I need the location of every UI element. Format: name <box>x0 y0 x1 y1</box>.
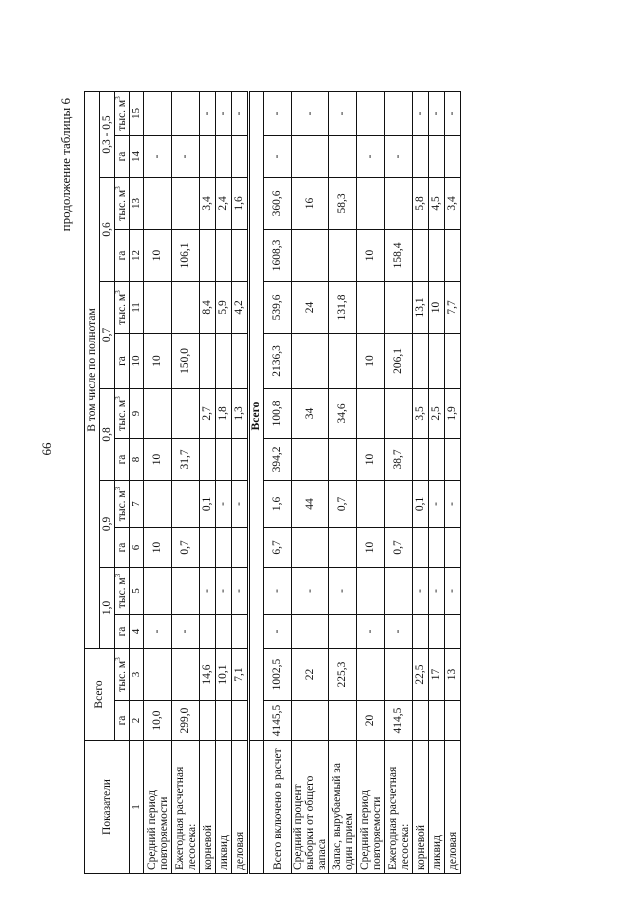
table-row <box>445 91 461 873</box>
table-cell: - <box>445 567 461 614</box>
table-cell <box>413 527 429 567</box>
table-cell <box>216 527 232 567</box>
table-cell <box>413 614 429 648</box>
table-cell: 0,1 <box>413 480 429 527</box>
group-header: 0,7 <box>100 281 115 388</box>
table-cell: 17 <box>429 648 445 700</box>
table-cell <box>216 229 232 281</box>
table-cell: 150,0 <box>172 333 200 388</box>
unit-ha: га <box>115 229 130 281</box>
table-cell <box>144 480 172 527</box>
table-cell: - <box>264 614 292 648</box>
unit-m3-text: тыс. м <box>115 189 128 221</box>
unit-superscript: 3 <box>113 573 122 578</box>
table-cell <box>445 438 461 480</box>
unit-superscript: 3 <box>113 186 122 190</box>
unit-superscript: 3 <box>113 96 122 100</box>
table-cell: - <box>216 91 232 135</box>
unit-thousand-m3 <box>115 567 130 614</box>
table-cell <box>385 177 413 229</box>
table-cell: 539,6 <box>264 281 292 333</box>
unit-ha: га <box>115 527 130 567</box>
table-cell <box>172 648 200 700</box>
column-number: 9 <box>130 388 144 438</box>
table-cell <box>445 229 461 281</box>
unit-m3-text: тыс. м <box>115 293 128 325</box>
table-cell: - <box>216 480 232 527</box>
table-cell: 13,1 <box>413 281 429 333</box>
group-header: 0,8 <box>100 388 115 480</box>
table-cell <box>429 135 445 177</box>
row-label: Средний период повторяемости <box>357 741 385 874</box>
table-cell <box>144 91 172 135</box>
by-density-header: В том числе по полнотам <box>85 91 100 648</box>
table-row <box>357 91 385 873</box>
table-cell <box>329 701 357 741</box>
unit-thousand-m3 <box>115 281 130 333</box>
table-cell <box>413 333 429 388</box>
table-cell <box>292 229 329 281</box>
table-cell: 22 <box>292 648 329 700</box>
table-cell: 100,8 <box>264 388 292 438</box>
table-cell: 1002,5 <box>264 648 292 700</box>
unit-superscript: 3 <box>113 486 122 491</box>
unit-ha: га <box>115 333 130 388</box>
table-cell <box>329 135 357 177</box>
row-label: Средний период повторяемости <box>144 741 172 874</box>
unit-m3-text: тыс. м <box>115 660 128 692</box>
table-cell: - <box>357 614 385 648</box>
table-cell: 38,7 <box>385 438 413 480</box>
column-number: 15 <box>130 91 144 135</box>
table-cell: 3,4 <box>445 177 461 229</box>
table-cell: 34,6 <box>329 388 357 438</box>
table-cell: 2,5 <box>429 388 445 438</box>
table-cell: - <box>329 567 357 614</box>
forest-table <box>84 91 461 874</box>
table-cell <box>429 333 445 388</box>
table-cell <box>385 648 413 700</box>
table-cell: 7,1 <box>232 648 249 700</box>
column-number: 8 <box>130 438 144 480</box>
column-number: 5 <box>130 567 144 614</box>
table-cell <box>232 614 249 648</box>
column-number: 1 <box>130 741 144 874</box>
table-cell: - <box>329 91 357 135</box>
table-cell: 10 <box>357 438 385 480</box>
table-cell <box>216 614 232 648</box>
table-cell: - <box>264 567 292 614</box>
table-row <box>429 91 445 873</box>
table-cell: 4145,5 <box>264 701 292 741</box>
unit-superscript: 3 <box>113 290 122 294</box>
table-cell: 5,9 <box>216 281 232 333</box>
table-cell: 10 <box>144 229 172 281</box>
row-label: корневой <box>200 741 216 874</box>
table-cell: - <box>232 567 249 614</box>
table-row <box>385 91 413 873</box>
table-cell <box>200 701 216 741</box>
table-cell <box>144 567 172 614</box>
indicators-header: Показатели <box>85 741 130 874</box>
table-cell <box>413 229 429 281</box>
table-row <box>264 91 292 873</box>
table-cell <box>385 480 413 527</box>
group-header: 0,3 - 0,5 <box>100 91 115 177</box>
table-cell <box>429 229 445 281</box>
table-cell <box>232 229 249 281</box>
section-row <box>249 91 264 873</box>
table-cell: 10,0 <box>144 701 172 741</box>
table-cell <box>429 701 445 741</box>
table-cell: 10 <box>144 438 172 480</box>
table-cell: 7,7 <box>445 281 461 333</box>
table-cell <box>329 333 357 388</box>
table-cell: 34 <box>292 388 329 438</box>
row-label: Средний процент выборки от общего запаса <box>292 741 329 874</box>
table-row <box>413 91 429 873</box>
table-cell <box>200 135 216 177</box>
table-cell <box>292 333 329 388</box>
row-label: ликвид <box>216 741 232 874</box>
table-cell <box>216 333 232 388</box>
table-cell: - <box>292 91 329 135</box>
table-cell: 206,1 <box>385 333 413 388</box>
unit-ha: га <box>115 701 130 741</box>
table-cell <box>292 527 329 567</box>
table-cell <box>445 333 461 388</box>
table-cell: 10,1 <box>216 648 232 700</box>
table-row <box>329 91 357 873</box>
table-cell: 0,7 <box>385 527 413 567</box>
table-cell: - <box>232 480 249 527</box>
table-cell: - <box>429 480 445 527</box>
table-cell <box>385 91 413 135</box>
table-cell <box>385 567 413 614</box>
table-cell <box>429 438 445 480</box>
unit-m3-text: тыс. м <box>115 99 128 131</box>
table-cell: 0,7 <box>172 527 200 567</box>
table-cell: 0,7 <box>329 480 357 527</box>
table-cell: 158,4 <box>385 229 413 281</box>
table-row <box>144 91 172 873</box>
table-cell <box>329 229 357 281</box>
table-cell: 10 <box>144 333 172 388</box>
column-number: 4 <box>130 614 144 648</box>
table-row <box>292 91 329 873</box>
unit-thousand-m3 <box>115 91 130 135</box>
unit-thousand-m3 <box>115 388 130 438</box>
table-cell <box>232 333 249 388</box>
row-label: Всего включено в расчет <box>264 741 292 874</box>
group-header: 0,9 <box>100 480 115 567</box>
table-row <box>232 91 249 873</box>
table-cell: 14,6 <box>200 648 216 700</box>
unit-superscript: 3 <box>113 396 122 400</box>
table-cell <box>413 438 429 480</box>
table-cell: 13 <box>445 648 461 700</box>
table-cell <box>357 480 385 527</box>
table-cell: - <box>216 567 232 614</box>
table-cell: 1,6 <box>264 480 292 527</box>
table-cell: - <box>445 91 461 135</box>
table-cell <box>144 388 172 438</box>
column-number: 10 <box>130 333 144 388</box>
table-cell: 22,5 <box>413 648 429 700</box>
table-cell: 4,2 <box>232 281 249 333</box>
unit-ha: га <box>115 135 130 177</box>
table-cell: 0,1 <box>200 480 216 527</box>
table-cell <box>357 648 385 700</box>
table-cell <box>329 527 357 567</box>
table-cell: 3,5 <box>413 388 429 438</box>
table-cell <box>429 527 445 567</box>
table-cell: 4,5 <box>429 177 445 229</box>
column-number: 14 <box>130 135 144 177</box>
column-number: 3 <box>130 648 144 700</box>
table-cell <box>216 701 232 741</box>
table-cell: - <box>413 567 429 614</box>
column-number: 6 <box>130 527 144 567</box>
table-cell: 2,7 <box>200 388 216 438</box>
table-cell <box>445 527 461 567</box>
table-cell: - <box>385 614 413 648</box>
column-number: 13 <box>130 177 144 229</box>
table-cell: - <box>144 135 172 177</box>
column-number: 12 <box>130 229 144 281</box>
table-row <box>172 91 200 873</box>
table-cell: - <box>144 614 172 648</box>
table-cell <box>216 135 232 177</box>
table-cell: - <box>172 135 200 177</box>
table-cell: 394,2 <box>264 438 292 480</box>
unit-thousand-m3 <box>115 480 130 527</box>
table-cell: - <box>429 567 445 614</box>
table-cell: - <box>292 567 329 614</box>
table-block-2 <box>264 91 461 873</box>
table-cell: 1608,3 <box>264 229 292 281</box>
table-cell: 225,3 <box>329 648 357 700</box>
table-cell: - <box>413 91 429 135</box>
table-cell: 3,4 <box>200 177 216 229</box>
table-cell <box>232 527 249 567</box>
table-cell: 360,6 <box>264 177 292 229</box>
table-cell <box>329 614 357 648</box>
table-cell: - <box>172 614 200 648</box>
table-cell: 1,8 <box>216 388 232 438</box>
table-cell <box>292 438 329 480</box>
table-cell <box>445 701 461 741</box>
row-label: корневой <box>413 741 429 874</box>
table-cell <box>385 388 413 438</box>
group-header: 1,0 <box>100 567 115 648</box>
table-cell <box>385 281 413 333</box>
table-block-1 <box>144 91 249 873</box>
table-cell <box>413 701 429 741</box>
column-number: 2 <box>130 701 144 741</box>
unit-superscript: 3 <box>113 657 122 661</box>
unit-m3-text: тыс. м <box>115 399 128 431</box>
unit-thousand-m3 <box>115 177 130 229</box>
table-cell <box>200 333 216 388</box>
table-cell: 20 <box>357 701 385 741</box>
table-cell: - <box>200 567 216 614</box>
table-cell <box>429 614 445 648</box>
table-cell <box>292 701 329 741</box>
row-label: Запас, вырубаемый за один прием <box>329 741 357 874</box>
table-cell: - <box>264 135 292 177</box>
table-cell <box>200 614 216 648</box>
table-cell <box>144 177 172 229</box>
table-cell: 2136,3 <box>264 333 292 388</box>
table-cell <box>292 614 329 648</box>
column-number: 11 <box>130 281 144 333</box>
table-cell <box>445 135 461 177</box>
total-header: Всего <box>85 648 115 740</box>
table-cell: - <box>232 91 249 135</box>
table-cell: 1,3 <box>232 388 249 438</box>
table-cell: 8,4 <box>200 281 216 333</box>
table-cell: 131,8 <box>329 281 357 333</box>
table-cell: 2,4 <box>216 177 232 229</box>
column-number: 7 <box>130 480 144 527</box>
row-label: Ежегодная расчетная лесосека: <box>385 741 413 874</box>
row-label: Ежегодная расчетная лесосека: <box>172 741 200 874</box>
table-cell: 1,6 <box>232 177 249 229</box>
table-cell: 10 <box>357 527 385 567</box>
table-cell <box>232 135 249 177</box>
table-cell <box>172 281 200 333</box>
table-cell: 5,8 <box>413 177 429 229</box>
table-row <box>200 91 216 873</box>
table-cell <box>216 438 232 480</box>
table-cell: 10 <box>357 229 385 281</box>
table-cell <box>200 229 216 281</box>
row-label: деловая <box>232 741 249 874</box>
table-cell <box>172 388 200 438</box>
column-number-row <box>130 91 144 873</box>
table-cell: 299,0 <box>172 701 200 741</box>
table-cell <box>200 527 216 567</box>
table-cell: 10 <box>144 527 172 567</box>
page-number: 66 <box>39 442 54 456</box>
unit-m3-text: тыс. м <box>115 577 128 609</box>
table-cell <box>232 701 249 741</box>
table-cell <box>144 281 172 333</box>
table-cell: 44 <box>292 480 329 527</box>
section-title: Всего <box>249 91 264 740</box>
table-cell: - <box>445 480 461 527</box>
table-cell <box>172 91 200 135</box>
table-cell <box>413 135 429 177</box>
table-cell: 24 <box>292 281 329 333</box>
table-cell <box>357 91 385 135</box>
table-cell: 16 <box>292 177 329 229</box>
table-cell: - <box>357 135 385 177</box>
table-cell <box>292 135 329 177</box>
table-cell: 1,9 <box>445 388 461 438</box>
table-cell <box>357 388 385 438</box>
table-cell <box>172 480 200 527</box>
table-cell: - <box>264 91 292 135</box>
table-cell <box>357 281 385 333</box>
table-cell: - <box>385 135 413 177</box>
table-cell <box>329 438 357 480</box>
header-row-1 <box>85 91 100 873</box>
table-row <box>216 91 232 873</box>
table-cell <box>357 177 385 229</box>
table-cell: 58,3 <box>329 177 357 229</box>
table-cell: 106,1 <box>172 229 200 281</box>
unit-m3-text: тыс. м <box>115 490 128 522</box>
table-cell: 6,7 <box>264 527 292 567</box>
unit-ha: га <box>115 614 130 648</box>
table-cell <box>172 567 200 614</box>
group-header: 0,6 <box>100 177 115 281</box>
table-continuation-label: продолжение таблицы 6 <box>58 98 73 232</box>
table-cell <box>172 177 200 229</box>
table-cell <box>200 438 216 480</box>
table-cell: - <box>200 91 216 135</box>
table-cell <box>357 567 385 614</box>
table-cell: - <box>429 91 445 135</box>
table-cell: 10 <box>357 333 385 388</box>
table-cell: 31,7 <box>172 438 200 480</box>
table-cell <box>445 614 461 648</box>
table-cell <box>144 648 172 700</box>
unit-ha: га <box>115 438 130 480</box>
table-cell: 10 <box>429 281 445 333</box>
row-label: деловая <box>445 741 461 874</box>
table-cell <box>232 438 249 480</box>
unit-thousand-m3 <box>115 648 130 700</box>
table-cell: 414,5 <box>385 701 413 741</box>
row-label: ликвид <box>429 741 445 874</box>
